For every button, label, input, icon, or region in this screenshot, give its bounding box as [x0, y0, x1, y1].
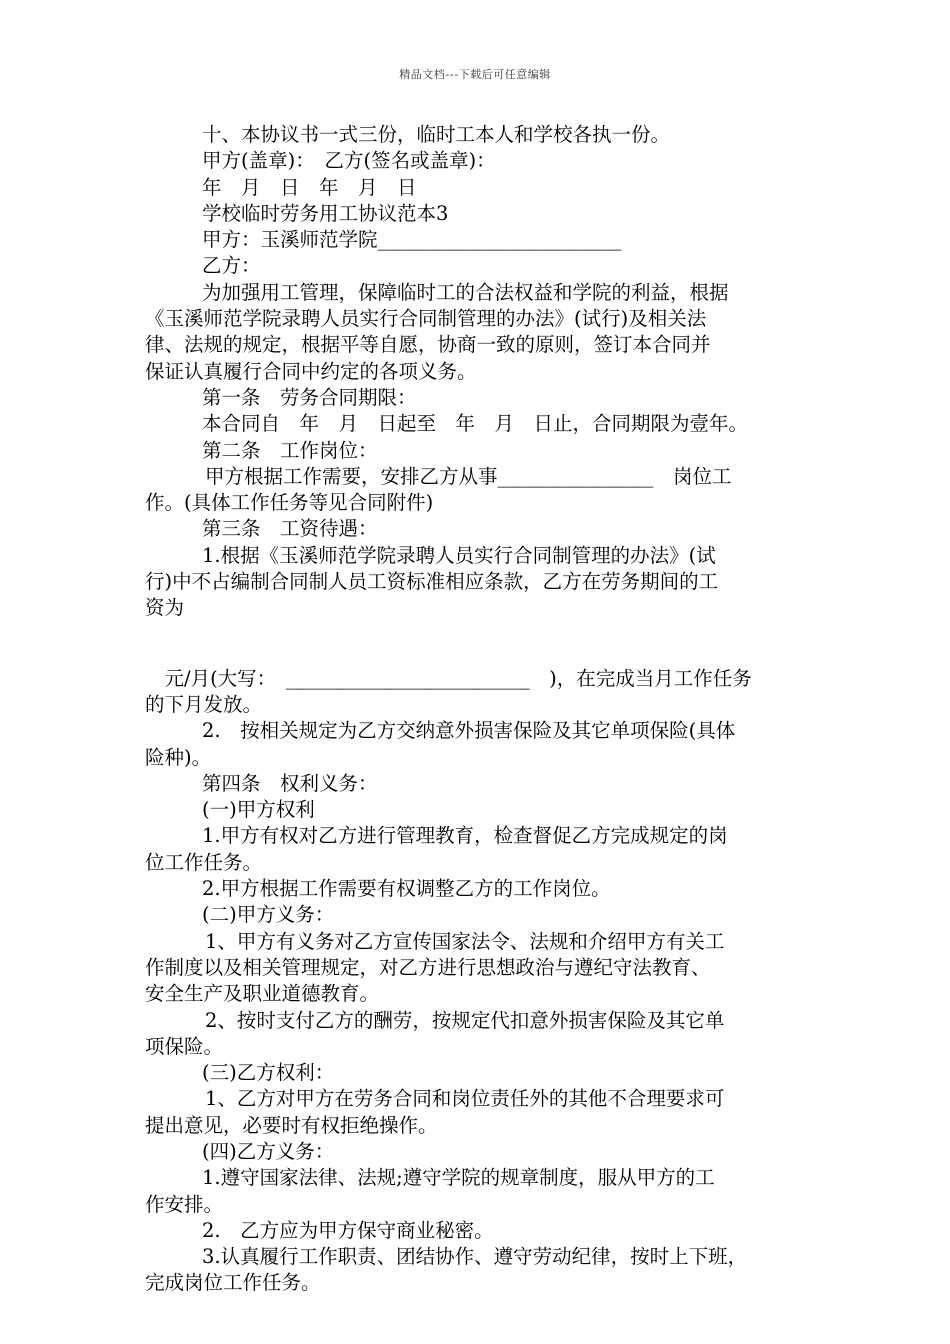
paragraph-line: 第三条 工资待遇：: [202, 517, 378, 541]
paragraph-line: 甲方(盖章)： 乙方(签名或盖章)：: [202, 149, 496, 173]
paragraph-line: 十、本协议书一式三份，临时工本人和学校各执一份。: [202, 123, 671, 146]
paragraph-line: 1.甲方有权对乙方进行管理教育，检查督促乙方完成规定的岗: [202, 824, 728, 848]
paragraph-line: 2. 乙方应为甲方保守商业秘密。: [202, 1218, 494, 1242]
page-header: 精品文档---下载后可任意编辑: [399, 68, 551, 81]
paragraph-line: 项保险。: [145, 1034, 224, 1058]
paragraph-line: 3.认真履行工作职责、团结协作、遵守劳动纪律，按时上下班，: [202, 1245, 748, 1269]
paragraph-line: 第四条 权利义务：: [202, 771, 378, 795]
paragraph-line: 安全生产及职业道德教育。: [145, 982, 380, 1006]
paragraph-line: (一)甲方权利: [202, 798, 315, 822]
paragraph-line: 作安排。: [145, 1192, 224, 1216]
paragraph-line: 元/月(大写： _________________________ )，在完成当月工作任务: [145, 666, 752, 690]
paragraph-line: 1、甲方有义务对乙方宣传国家法令、法规和介绍甲方有关工: [205, 929, 725, 953]
paragraph-line: 作。(具体工作任务等见合同附件): [145, 491, 434, 515]
paragraph-line: 2.甲方根据工作需要有权调整乙方的工作岗位。: [202, 877, 611, 901]
paragraph-line: 甲方：玉溪师范学院_________________________: [202, 228, 622, 252]
paragraph-line: 1.根据《玉溪师范学院录聘人员实行合同制管理的办法》(试: [202, 543, 716, 567]
paragraph-line: 甲方根据工作需要，安排乙方从事________________ 岗位工: [205, 464, 732, 488]
paragraph-line: 2、按时支付乙方的酬劳，按规定代扣意外损害保险及其它单: [205, 1008, 725, 1032]
paragraph-line: 第二条 工作岗位：: [202, 438, 378, 462]
paragraph-line: 2. 按相关规定为乙方交纳意外损害保险及其它单项保险(具体: [202, 719, 736, 743]
blank-line: [145, 622, 807, 666]
paragraph-line: 位工作任务。: [145, 850, 263, 874]
paragraph-line: 学校临时劳务用工协议范本3: [202, 201, 449, 225]
paragraph-line: 保证认真履行合同中约定的各项义务。: [145, 359, 477, 383]
paragraph-line: 完成岗位工作任务。: [145, 1271, 321, 1295]
paragraph-line: 《玉溪师范学院录聘人员实行合同制管理的办法》(试行)及相关法: [145, 307, 707, 331]
paragraph-line: 提出意见，必要时有权拒绝操作。: [145, 1113, 438, 1137]
paragraph-line: 行)中不占编制合同制人员工资标准相应条款，乙方在劳务期间的工: [145, 570, 719, 594]
paragraph-line: 资为: [145, 596, 185, 620]
paragraph-line: 本合同自 年 月 日起至 年 月 日止，合同期限为壹年。: [202, 412, 749, 436]
paragraph-line: 乙方：: [202, 254, 261, 278]
paragraph-line: 年 月 日 年 月 日: [202, 175, 417, 199]
paragraph-line: 1、乙方对甲方在劳务合同和岗位责任外的其他不合理要求可: [205, 1087, 725, 1111]
paragraph-line: (三)乙方权利：: [202, 1061, 335, 1085]
paragraph-line: 第一条 劳务合同期限：: [202, 385, 417, 409]
paragraph-line: 律、法规的规定，根据平等自愿，协商一致的原则，签订本合同并: [145, 333, 711, 357]
paragraph-line: 1.遵守国家法律、法规;遵守学院的规章制度，服从甲方的工: [202, 1166, 715, 1190]
paragraph-line: (二)甲方义务：: [202, 903, 335, 927]
document-body: [145, 122, 807, 1297]
paragraph-line: 的下月发放。: [145, 692, 263, 716]
paragraph-line: (四)乙方义务：: [202, 1139, 335, 1163]
paragraph-line: 为加强用工管理，保障临时工的合法权益和学院的利益，根据: [202, 280, 729, 304]
paragraph-line: 作制度以及相关管理规定，对乙方进行思想政治与遵纪守法教育、: [145, 955, 711, 979]
paragraph-line: 险种)。: [145, 745, 212, 769]
